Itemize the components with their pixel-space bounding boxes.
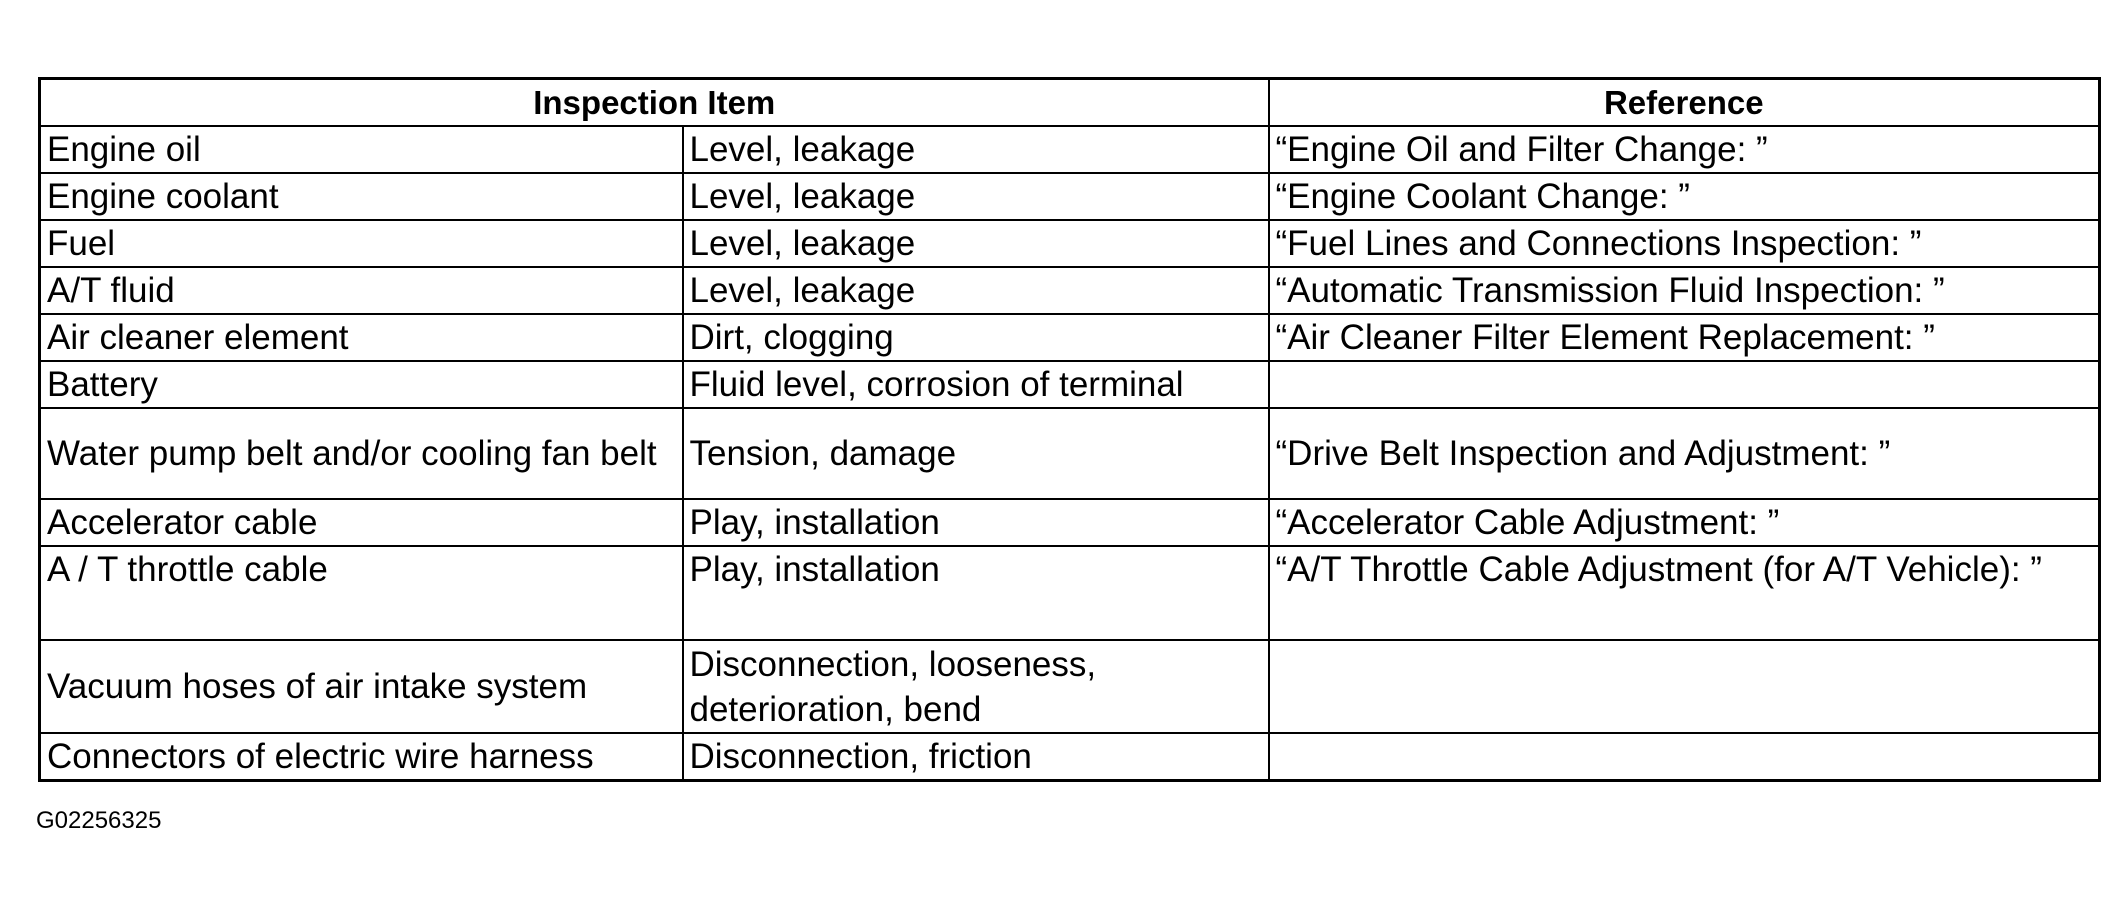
inspection-item-cell: Water pump belt and/or cooling fan belt: [40, 408, 683, 499]
reference-cell: “Accelerator Cable Adjustment: ”: [1269, 499, 2100, 546]
reference-cell: “Engine Oil and Filter Change: ”: [1269, 126, 2100, 173]
inspection-item-cell: Battery: [40, 361, 683, 408]
table-row: [40, 267, 2100, 314]
reference-cell: “Automatic Transmission Fluid Inspection: ”: [1269, 267, 2100, 314]
reference-cell: “A/T Throttle Cable Adjustment (for A/T Vehicle): ”: [1269, 546, 2100, 640]
table-row: [40, 546, 2100, 640]
check-point-cell: Disconnection, friction: [683, 733, 1269, 781]
check-point-cell: Disconnection, looseness, deterioration, bend: [683, 640, 1269, 733]
check-point-cell: Fluid level, corrosion of terminal: [683, 361, 1269, 408]
inspection-item-cell: A/T fluid: [40, 267, 683, 314]
check-point-cell: Level, leakage: [683, 267, 1269, 314]
table-row: [40, 499, 2100, 546]
table-row: [40, 361, 2100, 408]
table-row: [40, 408, 2100, 499]
header-reference: Reference: [1269, 79, 2100, 127]
reference-cell: “Engine Coolant Change: ”: [1269, 173, 2100, 220]
inspection-item-cell: Connectors of electric wire harness: [40, 733, 683, 781]
inspection-item-cell: Accelerator cable: [40, 499, 683, 546]
inspection-item-cell: Air cleaner element: [40, 314, 683, 361]
reference-cell: [1269, 640, 2100, 733]
inspection-item-cell: Vacuum hoses of air intake system: [40, 640, 683, 733]
inspection-item-cell: Engine oil: [40, 126, 683, 173]
inspection-item-cell: Engine coolant: [40, 173, 683, 220]
check-point-cell: Level, leakage: [683, 220, 1269, 267]
inspection-table: [38, 77, 2101, 782]
table-row: [40, 640, 2100, 733]
table-row: [40, 173, 2100, 220]
reference-cell: “Fuel Lines and Connections Inspection: ”: [1269, 220, 2100, 267]
table-row: [40, 733, 2100, 781]
header-inspection-item: Inspection Item: [40, 79, 1269, 127]
reference-cell: [1269, 733, 2100, 781]
check-point-cell: Level, leakage: [683, 126, 1269, 173]
reference-cell: “Drive Belt Inspection and Adjustment: ”: [1269, 408, 2100, 499]
check-point-cell: Play, installation: [683, 499, 1269, 546]
figure-id: G02256325: [36, 807, 162, 834]
table-row: [40, 314, 2100, 361]
inspection-item-cell: A / T throttle cable: [40, 546, 683, 640]
inspection-item-cell: Fuel: [40, 220, 683, 267]
check-point-cell: Play, installation: [683, 546, 1269, 640]
check-point-cell: Dirt, clogging: [683, 314, 1269, 361]
reference-cell: [1269, 361, 2100, 408]
check-point-cell: Tension, damage: [683, 408, 1269, 499]
table-row: [40, 126, 2100, 173]
reference-cell: “Air Cleaner Filter Element Replacement: ”: [1269, 314, 2100, 361]
table-row: [40, 220, 2100, 267]
check-point-cell: Level, leakage: [683, 173, 1269, 220]
